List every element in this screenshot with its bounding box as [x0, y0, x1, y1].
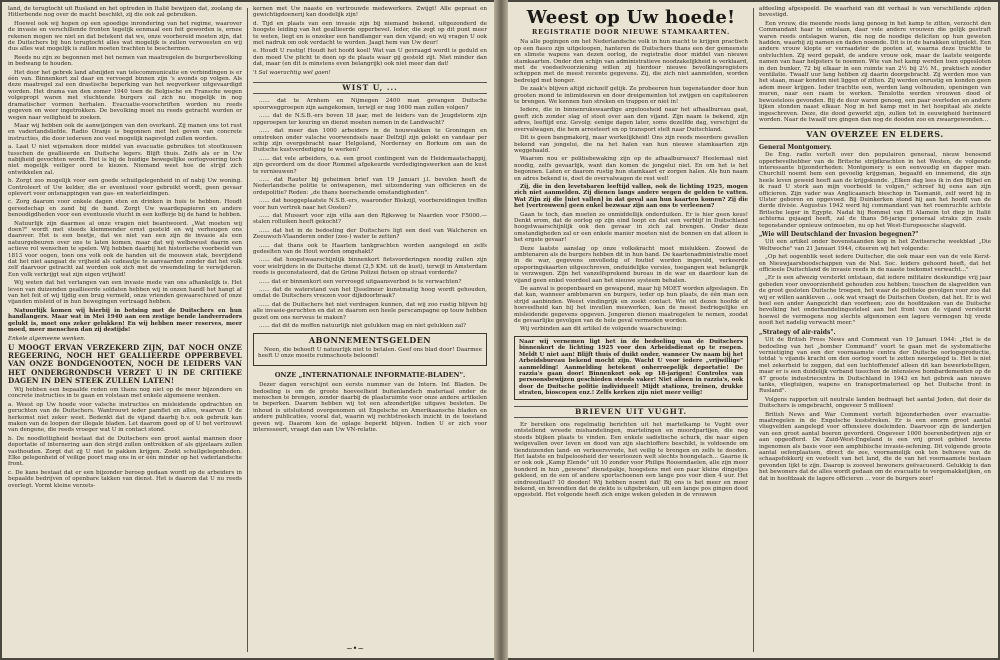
- wist-item: ...... dat dit de moffen natuurlijk niet gelukken mag en niet gelukken zal?: [259, 323, 467, 330]
- closing-line: 't Sal waerachtig wel gaen!: [253, 69, 331, 76]
- article-subtitle: REGISTRATIE DOOR NIEUWE STAMKAARTEN.: [531, 28, 731, 36]
- paragraph: kernen met Uw naaste en vertrouwde medewerkers. Zwijgt! Alle gepraat en gewichtigdoenerij kan doodelijk zijn!: [253, 6, 487, 19]
- paragraph-bold: Zij, die in den levetsbaren leeftijd vallen, ook de lichting 1925, mogen zich niet aanmelden. Zij dienen langs andere wegen de gelden te vatten. Wat Zijn zij die [niet vallen] in dat geval aan hun kaarten komen? Zij die het [vertrouwen] geen enkel bezwaar zijn aan ons te verleenen?: [514, 183, 748, 210]
- list-item: c. De kans bestaat dat er een bijzonder beroep gedaan wordt op de arbeiders in bepaalde bedrijven of openbare takken van dienst. Het is daarom dat U nu reeds overlegt. Vormt kleine verzets-: [8, 469, 242, 489]
- paragraph: Na alle pogingen om het Nederlandsche volk in hun macht te krijgen practisch op een fiasco zijn uitgeloopen, hanteren de Duitschers thans een der gemeenste en slimste wapens van dezen oorlog, de registratie door middel van nieuwe stamkaarten. Onder den schijn van administratieve noodzakelijkheid is verklaard, met de voedselvoorziening willen zij hierdoor nieuwe bevolkingsregisters scheppen met de meest recente gegevens. Zij, die zich niet aanmelden, worden bedreigd met honger.: [514, 39, 748, 84]
- paragraph: Deze laatste aanslag op onze volkskracht moet mislukken. Zoowel de ambtenaren als de burgers hebben dit in hun hand. De kaartenadministratie moet in de war, gegevens onvolledig of foutief worden ingevuld, verkeerde opsporingskaarten uitgeschreven, onduidelijke versies, toegangen wat belangrijk is verzwegen. Zijn het vanzelfsprekend bureau in de war en daardoor kan de vijand geen enkel voordeel aan het nieuwe systeem behalen.: [514, 245, 748, 284]
- wist-item: ...... dat thans ook te Haarlem tankgrachten worden aangelegd en zelfs gedeelten van de Hout worden omgehakt?: [253, 242, 487, 255]
- paragraph: Maar wij hebben ook de aanwijzingen van den overkant. Zij manen ons tot rust en vaderlandsliefde. Radio Oranje is begonnen met het geven van concrete instructies, die door iedereen zoo veel mogelijk nagevolgd zullen worden.: [8, 122, 242, 142]
- wist-item: ...... dat Rauter bij geheimen brief van 19 Januari j.l. bevolen heeft de Nederlandsche politie te ontwapenen, met uitzondering van officieren en de ordepolitie? Reden: „de thans heerschende omstandigheden".: [253, 176, 487, 196]
- column-divider: [753, 8, 754, 652]
- paragraph: British News and War Comment vertelt bijzonderheden over evacuatie-maatregelen in de Engelsche kuststreken. Er is een enorm groot aantal vliegvelden aangelegd voor offensieve doeleinden. Daarvoor zijn de landerijen van een groot aantal boeren gevorderd. Ongeveer 1000 boerenbedrijven zijn er aan opgeofferd. De Zuid-West-Engeland is een vrij groot gebied tevens ingenomen als basis voor een amphibische invasie-oefening. Dit volgende groote aantal oefenplaatsen, direct de zee, voornamelijk ook ten behoeve van de schaapsfokkerij en veeteelt van het land, die de van het voornaamste bestaan gevonden lijkt te zijn. Daarop is zooveel bewoners geëvacueerd. Gelukkig is dan het bewoners dat de alles wordt gedaan om de evacuatie te vergemakkelijken, en dat in hoofdzaak de lagere officieren ... voor de burgers zeer!: [759, 411, 991, 482]
- page-gutter: [494, 0, 508, 660]
- right-page: [508, 2, 998, 658]
- paragraph: Volgens rapporten uit neutrale landen bedraagt het aantal Joden, dat door de Duitschers is omgebracht, ongeveer 5 millioen!: [759, 396, 991, 410]
- paragraph: Wij weten dat het verlangen van een invasie mede van ons afhankelijk is. Het leven van duizenden geallieerde soldaten hebben wij in onzen handl het hangt af van het feit of wij tijdig een brug vermeld, onze vrienden gewaarschuwd of onze vijanden misleid of in hun bewegingen vertraagd hebben.: [8, 280, 242, 306]
- left-page: [2, 2, 494, 658]
- subheading: „Wie will Deutschland der Invasion begegnen?": [759, 231, 919, 238]
- list-item: b. De noodlottigheid bestaat dat de Duitschers een groot aantal mannen door deportatie of internering aan den strijd zullen onttrekken of als gijzelaars zullen vasthouden. Zorgt dat zij U niet te pakken krijgen. Zoekt schuilgelegenheden. Elke gelegenheid of veilige poort mag ons in er één minder op het vaderlandsche front.: [8, 435, 242, 468]
- paragraph: Reeds nu zijn ze begonnen met het nemen van maatregelen de burgerbevolking in bedwang te houden.: [8, 54, 242, 68]
- wist-item: ...... dat Mussert voor zijn villa aan den Rijksweg te Naarden voor F5000.— stalen rolluiken heeft gekocht?: [253, 212, 487, 226]
- abonnementsgelden-box: [253, 333, 487, 365]
- brieven-heading: BRIEVEN UIT VUGHT.: [514, 406, 748, 418]
- wist-item: ...... dat de Duitschers het niet verdragen kunnen, dat wij zoo rustig blijven bij alle invasie-geruchten en dat ze daarom een heele perscampagne op touw hebben gezet om ons nerveus te maken?: [253, 301, 487, 321]
- left-column-2: [253, 6, 487, 654]
- right-column-2: [759, 6, 991, 654]
- paragraph: Iedere, die in binnenrukswaardige argeloosheid naar het afhaalbureau gaat, geeft zich zonder slag of stoot over aan den vijand. Zijn naam is bekend, zijn adres, leeftijd enz. Gevolg: eenige dagen later, soms dezelfde dag, verschijnt de overvalwagen, die hem arresteert en op transport stelt naar Duitschland.: [514, 107, 748, 133]
- informatie-bladen-heading: ONZE „INTERNATIONALE INFORMATIE-BLADEN".: [274, 370, 466, 379]
- paragraph: Dezer dagen verschijnt een eerste nummer van de Intern. Inf. Bladen. De bedoeling is om de groote hoeveelheid buitenlandsch materiaal onder de menschen te brengen, zonder daarbij de plaatsruimte voor onze andere artikelen te beperken. Daarom hebben wij tot een afzonderlijke uitgave besloten. De inhoud is uitsluitend overgenomen uit Engelsche en Amerikaansche bladen en andere publicaties, vooral dat, waarin wij rechtstreeksch inzicht in de toestand geven wij. Daarom kon de oplage beperkt blijven. Indien U er zich voor interesseert, vraagt dan aan Uw VN-relatie.: [253, 382, 487, 433]
- paragraph: Uit de British Press News and Comment van 19 Januari 1944: „Het is de bedoeling van het „bomber Command" voort te gaan met de systematische vernietiging van een der voornaamste centra der Duitsche oorlogsproductie, totdat 's vijands kracht om den oorlog voort te zetten neergelegd is. Het is niet met zekerheid te zeggen, dat een luchtoffensief alleen dit kan bewerkstelligen, maar er is een duidelijk verband tusschen de intensieve bombardementen op de 47 groote industriecentra in Duitschland in 1943 en het gebrek aan nieuwe tanks, vliegtuigen, wapens en transportmaterieel op het Duitsche front in Rusland".: [759, 337, 991, 395]
- paragraph: Dit is geen bangmakerij, maar werkelijkheid! Ons zijn reeds meerdere gevallen bekend van jongelui, die na het halen van hun nieuwe stamkaarten zijn weggehaald.: [514, 135, 748, 154]
- paragraph: Het door het gebrek land afsnijden van telecommunicatie en verbindingen is er één van. Binnenkort zal daar en vervoegd binnen zijn 's avonds op volgen. Als deze maatregel zal een drastische beperking van het wegverkeer uitgevaardigd worden. Het drama van den zomer 1940 toen de Belgische en Fransche wegen volgepropt waren met vluchtende burgers zal zich nu mogelijk in nog dramatischer vormen herhalen. Evacuatie-voorschriften worden nu reeds gegeven en weer ingetrokken. De bevolking moet nu reeds getracht worden er wegen naar veiligheid te zoeken.: [8, 69, 242, 121]
- paragraph: „Op het oogenblik weet iedere Duitscher, die ook maar een van de vele Kerst- en Nieuwjaarsboodschappen van de Nat. Soc. leiders gehoord heeft, dat het officieele Duitschland de invasie reeds in de naaste toekomst verwacht...": [759, 254, 991, 274]
- right-column-1: [514, 6, 748, 654]
- paragraph: Wij verbinden aan dit artikel de volgende waarschuwing:: [520, 326, 683, 333]
- box-title: ABONNEMENTSGELDEN: [308, 335, 432, 346]
- box-text: Neen, die behoeft U natuurlijk niet te betalen. Geef ons blad door! Daarmee heeft U onze moeite ruimschoots beloond!: [258, 346, 482, 360]
- list-item: b. Zorgt zoo mogelijk voor een goede schuilgelegenheid in of nabij Uw woning. Controleert of Uw kelder, die er eventueel voor gebruikt wordt, geen gevaar oplevert voor ontsnappingen van gas- en waterleidingen.: [8, 178, 242, 197]
- capitals-notice: U MOOGT ERVAN VERZEKERD ZIJN, DAT NOCH ONZE REGEERING, NOCH HET GEALLIEERDE OPPERBEVEL VAN ONZE BONDGENOOTEN, NOCH DE LEIDERS VAN HET ONDERGRONDSCH VERZET U IN DE CRITIEKE DAGEN IN DEN STEEK ZULLEN LATEN!: [8, 342, 242, 385]
- wist-item: ...... dat vele arbeiders, o.a. een groot contingent van de Heidemaatschappij, zijn gevorderd om de door Rommel afgekeurde verdedigingswerken aan de kust te vernieuwen?: [253, 155, 487, 175]
- paragraph: Natuurlijk zijn daarmee al onze vragen niet beantwoord. „Wat moeten wij doen?" wordt met steeds klemmender ernst gesteld en wij verheugen ons daarover. Het is een beetje, dat we niet van een zijn de invasie als een natuurgebeuren over ons te laten komen, maar dat wij welbewust daarin een actieve rol wenschen te spelen. Wij hebben daarbij het historische voorbeeld van 1813 voor oogen, toen ons volk ook de handen uit de mouwen stak, bevrijdend dat het niet aangaat de vrijheid als cadeautje te aanvaarden zonder dat het volk zelf daarvoor getracht zal worden ook zich met de vreemdeling te verwijderen. Een volk verkrijgt wat zijn eigen vrijheid!: [8, 220, 242, 278]
- article-title: Weest op Uw hoede!: [526, 7, 736, 28]
- wist-item: ...... dat de waterstand van het IJsselmeer kunstmatig hoog wordt gehouden, omdat de Duitschers vreezen voor dijkdoorbraak?: [253, 287, 487, 300]
- wist-item: ...... dat hoogstwaarschijnlijk binnenkort fietsvorderingen noodig zullen zijn voor wielrijders in de Duitsche dienst (2,5 KM. uit de kust), terwijl in Amsterdam reeds is geconstateerd, dat de Grüne Polizei fietsen op straat vorderde?: [253, 257, 487, 277]
- paragraph: Wij hebben een bepaalde reden om thans nog niet op de meer bijzondere en concrete instructies in te gaan en volstaan met enkele algemeene wenken.: [8, 386, 242, 400]
- subheading: General Montgomery.: [759, 143, 832, 151]
- paragraph: Hoewel ook wij hopen op een spoedige inrondering van het regime, waarover de invasie en verschillende fronten tegelijk eenmaal een feit geworden is, ernee rekenen mogen we niet en dat betekent dat we, onze voorbereid moeten zijn, dat de Duitschers bij hun terugtocht alles wat mogelijk is zullen verwoesten en wij dus alles wat mogelijk is zullen moeten trachten te beschermen.: [8, 20, 242, 53]
- column-divider: [247, 8, 248, 652]
- list-item: a. Weest op Uw hoede voor valsche instructies en misleidende opdrachten en geruchten van de Duitschers. Wantrouwt ieder pamflet en alles, waarvan U de herkomst niet zeker weet. Bedenkt dat de vijand daarbij b.v. ook gebruik kan maken van de loopen der illegale bladen. Let daarom goed op of U het vertrouwt van dengene, die reeds vroeger wat U in contact stond.: [8, 401, 242, 434]
- paragraph-bold: Natuurlijk komen wij hierbij in botsing met de Duitschers en hun handlangers. Maar wat in Mei 1940 aan een zestige bende landverraders gelukt is, moet ons zeker gelukken! En wij hebben meer reserves, meer moed, meer menschen dan zij destijds!: [8, 307, 242, 334]
- wist-item: ...... dat de N.S.B.-ers boven 18 jaar, met de leiders van de Jeugdstorm zijn opgeroepen ter keuring en dienst moeten nemen in de Landwacht?: [253, 113, 487, 126]
- paragraph: afdeeling afgespeeld. De waarheid van dit verhaal is van verschillende zijden bevestigd.: [759, 6, 991, 19]
- list-item: a. Laat U niet wijsmaken door middel van evacuatie gebruikes tot stootkussen tusschen de geallieerde en Duitsche legers. Blijft thuis. Zelfs als er in Uw nabijheid gevochten wordt. Het is bij de huidige bewegelijke oorlogvoering toch niet mogelijk veiliger oord te kiezen. Niemand weet hoe de strijd zich ontwikkelen zal.: [8, 144, 242, 176]
- overzee-heading: VAN OVERZEE EN ELDERS.: [759, 128, 991, 140]
- list-item: e. Houdt U rustig! Houdt het hoofd koel! Wat van U gevraagd wordt is geduld en den moed Uw plicht te doen op de plaats waar gij gesteld zijt. Niet minder dan dat, maar (en dit is minstens even belangrijk) ook niet meer dan dat!: [253, 48, 487, 68]
- wist-u-heading: WIST U, ...: [253, 82, 487, 94]
- ornament: ~•~: [345, 644, 365, 653]
- list-item: d. Tijd en plaats van een invasie zijn bij niemand bekend, uitgezonderd de hoogste leiding van het geallieerde opperbevel. Ieder, die zegt op dit punt meer te weten, liegt en is onzeker een handlanger van den vijand; en wij vragen U ook met nadruk om ook verdacht te worden. Jaagt hem van Uw deur!: [253, 20, 487, 47]
- paragraph: „Er is een afwezig versterkt ontstaan, dat iedere militaire deskundige vrij jaar gebeden voor onvoorzienheid gehouden zou hebben; tusschen de slagvelden van de groot gesloten Duitsche troepen, het waar de politieke gevolgen voor zoo dat wij er willen aankleven ... ook wat vraagt de Duitschen Oosten, dat het. Er is wel heel een ander Aangezicht dan voorheen; zoo de hoofdzaken van de Duitsche bevolking het onderhandelingsstelsel aan het front van de vijand versterkt hoewel de vermogens nog slechts afgenomen een lagere vermogen hij vrede nooit het nadelig verwacht meer.": [759, 275, 991, 327]
- paragraph: De zaak's blijven altijd zichzelf gelijk. Ze probeeren hun tegenstander door hun grooten mond te intimideeren en door dreigementen tot zwijgen en capituleeren te brengen. We kennen hun streken en trappen er niet in!: [514, 86, 748, 106]
- paragraph: Gaan te toch, dan moeten ze onmiddellijk onderduiken. Er is hier geen keus! Denkt erom, dat de oorlog op zijn eind loopt en dat een verblijf in Duitschland hoogstwaarschijnlijk ook den gevaar in zich zal brengen. Onder deze omstandigheden zal er een enkele manier moeten niet de bonnen en dat alleen is het ergste gevaar!: [514, 211, 748, 244]
- paragraph: Uit een artikel onder bovenstaanden kop in het Zwitsersche weekblad „Die Weltwoche" van 21 Januari 1944, citeeren wij het volgende:: [759, 239, 991, 252]
- wist-item: ...... dat hooggeplaatste N.S.B.-ers, waaronder Blokzijl, voorbereidingen treffen voor hun vertrek naar het Oosten?: [253, 198, 487, 211]
- paragraph: De Eng. radio vertelt over den populairen generaal, nieuw benoemd opperbevelhebber van de Britsche strijdkrachten in het Westen, de volgende interessante bijzonderheden: Montgomery is een eenvoudig en dapper man. Churchill noemt hem een gevoelig krijgsman, begaafd en innemend, die zijn heele leven geweid heeft aan de krijgskunde. „Elken dag lees ik in den Bijbel en ik raad U sterk aan mijn voorbeeld te volgen," schreef hij eens aan zijn officieren. Zijn vader was Anglicaansch bisschop in Tasmanië, zelf werd hij in Ulster geboren en opgevoed. Bij Duinkerken stond hij aan het hoofd van de derde divisie. Augustus 1942 werd hij commandant van het roemruchte achtste Britsche leger in Egypte. Nadat hij Rommel van El Alamein tot diep in Italië achterna gejaagd heeft, zal de thans 56-jarige generaal straks zijn zoals tegenstander opnieuw ontmoeten, nu op het West-Europeesche slagveld.: [759, 152, 991, 229]
- paragraph: Er bereiken ons regelmatig berichten uit het martelkamp te Vught over ontstellend wreede mishandelingen, martelingen en moordpartijen, die nog steeds blijken plaats te vinden. Een enkele sadistische schurk, die naar eigen welgevallen over leven en dood van zijn slachtoffers beschikt, is voldoende om tienduizenden land- en verkeersvrede, het veilig te brengen en zelfs te dooden. Het laatste en hulpeloosheid der weerloozen welt slechts hoongelach... Gaarne ik er ook ook „Kamp Elende" uit 10 zonder voor Philips Roosendaelen, alle zijn meer honderd in hun „gewone" dienstpakje, hoogstens met een paar kleine dingetjes gekleed, en de een of andere sportschoenen een lange pos voor dien 4 uur. Het eindresultaat? 10 dooden! Wij hebben noemt dat! Bij ons is het meer en meer bekend, en bovendien dat de ziekte is uitgebroken, uit een lange pos gingen dood opgesteld. Het volgende heeft zich enige weken geleden in de vrouwen: [514, 421, 748, 499]
- subheading: Enkele algemeene wenken.: [8, 335, 86, 342]
- wist-item: ...... dat er binnenkort een vervroegd uitgaansverbod is te verwachten?: [259, 278, 462, 285]
- wist-item: ...... dat meer dan 1000 arbeiders in de houwvakken te Groningen en omstreken onder valsche voorwendsels naar Delfzijl zijn gelokt en vandaar per schip zijn overgebracht naar Helgoland, Norderney en Borkum om aan de Duitsche kustverdediging te werken?: [253, 128, 487, 154]
- left-column-1: [8, 6, 242, 654]
- list-item: c. Zorg daarom voor enkele dagen eten en drinken in huis te hebben. Houdt gereedschap en zand bij de hand. Zorgt Uw waardepapieren en andere benoodigdheden voor een eventueele vlucht in een kofferje bij de hand te hebben.: [8, 199, 242, 219]
- subheading: „Strategy of air-raids".: [759, 328, 836, 336]
- paragraph: land, de terugtocht uit Rusland en het optreden in Italië bewijzen dat, zoolang de Hitlerbende nog over de macht beschikt, zij die ook zal gebruiken.: [8, 6, 242, 19]
- paragraph: De aanval is geopenbaard en gewapend, maar hij MOET worden afgeslagen. En dat kan, wanneer ambtenaren en burgers, ieder op hun plaats, de één man een strijd aanbinden. Weest vindingrijk en zoekt contact. Wie uit dezen hoofde of hoeveelheid kan bij het invullen meewerken, kan de meest bedriegelijke en misleidende gegevens opgeven. Jongeren dienen maatregelen te nemen, zoodat de gevaarlijke gevolgen van de hele geval vermeden worden.: [514, 286, 748, 325]
- warning-box: Naar wij vernemen ligt het in de bedoeling van de Duitschers binnenkort de lichting 1925 voor den Arbeidsdienst op te roepen. Meldt U niet aan! Blijft thuis of duikt onder, wanneer Uw naam bij het Arbeidsbureau bekend mocht zijn. Wacht U voor iedere „vrijwillige" aanmelding! Aanmelding betekent onherroepelijk deportatie! De razzia's gaan door! Binnenkort ook op 18-jarigen! Controles van persoonsbewijzen geschieden steeds vaker! Niet alleen in razzia's, ook door de Duitsche politie individueel! Mijdt stations, treinen, drukke straten, bioscopen enz.! Zelfs kerken zijn niet meer veilig!: [514, 336, 748, 400]
- paragraph: Een vrouw, die meende reeds lang genoeg in het kamp te zitten, verzocht den Commandant haar te ontslaan, daar vele andere vrouwen die gelijk gestraft waren reeds ontslagen waren, die nog de noodige deliciten op hun geweten hadden, waarbij zij namen en daden noemde. Dit is in de barakken uitgelekt. Een andere vrouw klopte er verraadster de pooten af, waarna deze trachtte te ontvluchten. Zij werd gepakt, de andere vrouw ook, maar de laatste weigerde namen van haar helpsters te noemen. Wie van het kamp werden toen opgesloten in den bunker, 72 bij elkaar in een ruimte van 2½ bij 2½ M., praktisch zonder ventilatie. Twaalf uur lang hebben zij daarin doorgebracht. Zij werden moe van het staan, maar konden niet liggen of zitten. Zij werden onrustig en konden geen adem meer krijgen. Ieder trachtte een, werden lang volhouden, openingen van muren, naar een raam te werken. Tenslotte werden vrouwen dood of bewusteloos gevonden. Bij de deur waren genoeg, een paar overleden en andere lijken stonden naast elkaar. Nog in het kamp met in het hospitaal als ziekte ingeschreven. Deze, die dood gewerkt zijn, zullen tot in eeuwigheid herinnerd worden. Naar de twaalf ure gingen dan nog de dooden zoo en zwaargewonden...: [759, 20, 991, 123]
- paragraph: Waarom nou er politiebewaking zijn op de afhaalbureaux? Heelemaal niet noodig, zelfs gevaarlijk, want dan komen de jongelui niet. En om het is het begonnen. Laten er daarom rustig hun stamkaart er zorgen halen. Als hun naam en adres bekend is, doet de overvalwagen de rest wel!: [514, 156, 748, 182]
- wist-item: ...... dat het in de bedoeling der Duitschers ligt een deel van Walcheren en Zeeuwsch-Vlaanderen onder (zee-) water te zetten?: [253, 227, 487, 241]
- wist-item: ...... dat te Arnhem en Nijmegen 2400 man gevangen Duitsche spoorweggroepen zijn aangekomen, terwijl er nog 1600 man zullen volgen?: [253, 98, 487, 111]
